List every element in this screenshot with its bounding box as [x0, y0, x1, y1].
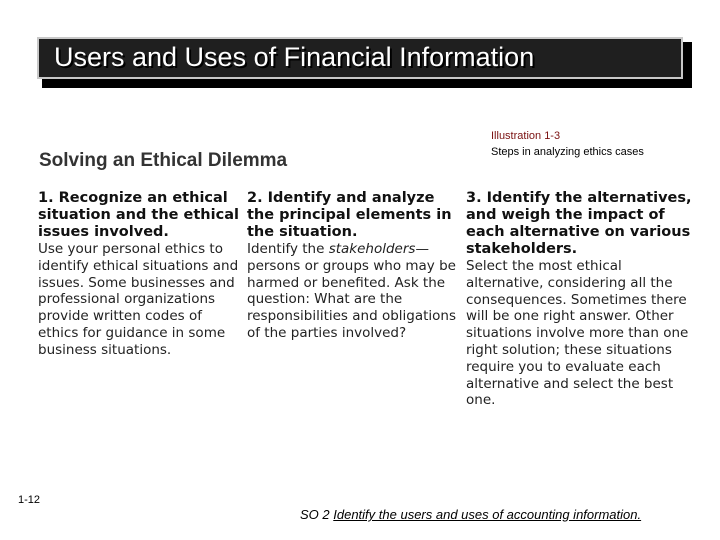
illustration-label — [491, 128, 644, 160]
step-2-body-emphasis: stakeholders — [328, 241, 416, 257]
figure-heading: Solving an Ethical Dilemma — [39, 150, 288, 171]
step-2-title: 2. Identify and analyze the principal elements in the situation. — [247, 190, 452, 240]
illustration-number: Illustration 1-3 — [491, 130, 561, 142]
step-column-1 — [38, 190, 243, 359]
step-column-3 — [466, 190, 698, 409]
step-1-body: Use your personal ethics to identify ethical situations and issues. Some businesses and professional organizations provide written codes of ethics for guidance in some business situations. — [38, 241, 239, 358]
illustration-caption: Steps in analyzing ethics cases — [491, 146, 644, 158]
step-2-body-end: — persons or groups who may be harmed or benefited. Ask the question: What are the responsibilities and obligations of the parties involved? — [247, 241, 457, 341]
step-column-2 — [247, 190, 459, 342]
footer-link[interactable]: Identify the users and uses of accounting information. — [333, 507, 642, 522]
step-3-body: Select the most ethical alternative, considering all the consequences. Sometimes there will be one right answer. Other situations involve more than one right solution; these situations require you to evaluate each alternative and select the best one. — [466, 258, 689, 409]
page-number: 1-12 — [18, 494, 41, 506]
slide-title: Users and Uses of Financial Information — [54, 42, 535, 72]
footer-objective — [300, 507, 641, 522]
step-2-body-start: Identify the — [247, 241, 329, 257]
step-2-body — [247, 241, 459, 342]
footer-prefix: SO 2 — [300, 507, 330, 522]
step-1-title: 1. Recognize an ethical situation and the ethical issues involved. — [38, 190, 239, 240]
step-3-title: 3. Identify the alternatives, and weigh the impact of each alternative on various stakeholders. — [466, 190, 692, 257]
